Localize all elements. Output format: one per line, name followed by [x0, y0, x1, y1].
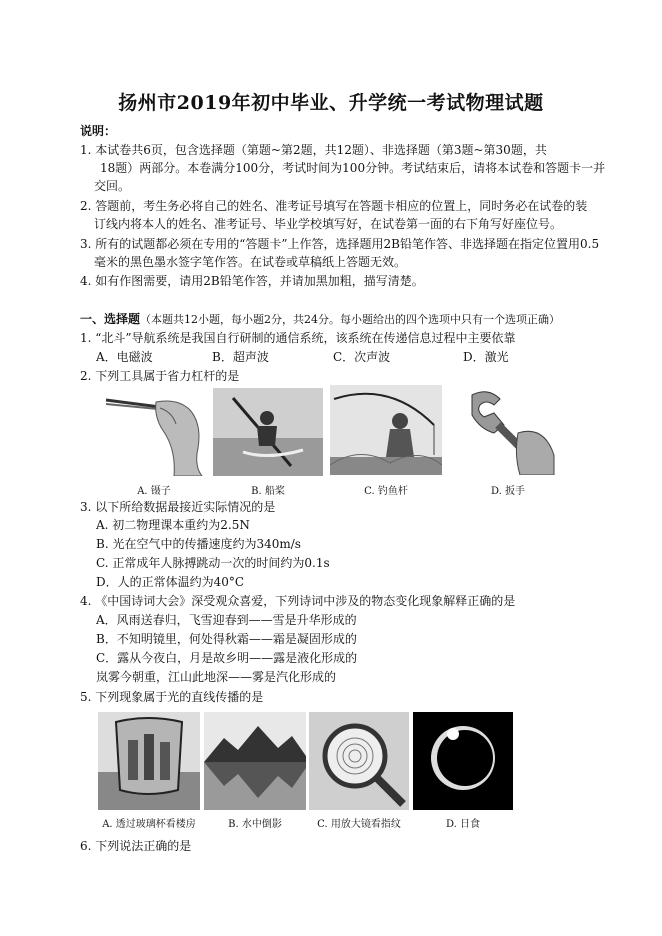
- option-c: C．次声波: [333, 350, 391, 364]
- glass-cup-building-image: [98, 712, 200, 810]
- option-c: C. 正常成年人脉搏跳动一次的时间约为0.1s: [96, 556, 330, 570]
- option-c: C．露从今夜白，月是故乡明——露是液化形成的: [96, 651, 358, 665]
- page-title: 扬州市2019年初中毕业、升学统一考试物理试题: [118, 92, 544, 114]
- notes-heading: 说明：: [80, 124, 117, 138]
- option-d: 岚雾今朝重，江山此地深——雾是汽化形成的: [96, 670, 337, 684]
- option-d: D．人的正常体温约为40°C: [96, 575, 245, 589]
- section-desc: （本题共12小题，每小题2分，共24分。每小题给出的四个选项中只有一个选项正确）: [140, 313, 561, 326]
- q2-caption-a: A. 镊子: [137, 486, 171, 497]
- solar-eclipse-image: [413, 712, 513, 810]
- tweezers-hand-image: [98, 388, 210, 476]
- q2-caption-c: C. 钓鱼杆: [364, 486, 408, 497]
- question-5-stem: 5. 下列现象属于光的直线传播的是: [80, 690, 264, 704]
- option-a: A．电磁波: [96, 350, 153, 364]
- option-a: A. 初二物理课本重约为2.5N: [96, 518, 250, 532]
- note-line: 交回。: [94, 179, 131, 193]
- note-line: 18题）两部分。本卷满分100分，考试时间为100分钟。考试结束后，请将本试卷和答题卡一并: [100, 161, 606, 175]
- option-b: B．超声波: [212, 350, 269, 364]
- note-line: 2. 答题前，考生务必将自己的姓名、准考证号填写在答题卡相应的位置上，同时务必在试卷的装: [80, 199, 588, 213]
- note-line: 毫米的黑色墨水签字笔作答。在试卷或草稿纸上答题无效。: [94, 255, 407, 269]
- q5-caption-d: D. 日食: [445, 819, 481, 830]
- question-3-stem: 3. 以下所给数据最接近实际情况的是: [80, 500, 276, 514]
- note-line: 4. 如有作图需要，请用2B铅笔作答，并请加黑加粗，描写清楚。: [80, 274, 424, 288]
- magnifier-fingerprint-image: [309, 712, 409, 810]
- option-a: A．风雨送春归，飞雪迎春到——雪是升华形成的: [96, 613, 357, 627]
- fishing-rod-image: [330, 385, 442, 475]
- q5-caption-b: B. 水中倒影: [228, 819, 282, 830]
- note-line: 1. 本试卷共6页，包含选择题（第题~第2题，共12题）、非选择题（第3题~第30题，共: [80, 143, 547, 157]
- water-reflection-image: [204, 712, 306, 810]
- rowing-paddle-image: [213, 388, 323, 476]
- section-label: 一、选择题: [80, 312, 141, 326]
- option-d: D．激光: [463, 350, 509, 364]
- option-b: B．不知明镜里，何处得秋霜——霜是凝固形成的: [96, 632, 357, 646]
- wrench-image: [458, 385, 558, 475]
- q5-caption-c: C. 用放大镜看指纹: [317, 819, 401, 830]
- note-line: 订线内将本人的姓名、准考证号、毕业学校填写好，在试卷第一面的右下角写好座位号。: [94, 217, 563, 231]
- q2-caption-d: D. 扳手: [490, 486, 526, 497]
- question-6-stem: 6. 下列说法正确的是: [80, 839, 192, 853]
- note-line: 3. 所有的试题都必须在专用的“答题卡”上作答，选择题用2B铅笔作答、非选择题在指定位置用0.5: [80, 237, 600, 251]
- question-2-stem: 2. 下列工具属于省力杠杆的是: [80, 369, 240, 383]
- section-heading: [80, 311, 560, 328]
- option-b: B. 光在空气中的传播速度约为340m/s: [96, 537, 301, 551]
- q5-caption-a: A. 透过玻璃杯看楼房: [102, 819, 196, 830]
- q2-caption-b: B. 船桨: [251, 486, 285, 497]
- question-1-stem: 1. “北斗”导航系统是我国自行研制的通信系统，该系统在传递信息过程中主要依靠: [80, 331, 516, 345]
- question-4-stem: 4. 《中国诗词大会》深受观众喜爱，下列诗词中涉及的物态变化现象解释正确的是: [80, 594, 516, 608]
